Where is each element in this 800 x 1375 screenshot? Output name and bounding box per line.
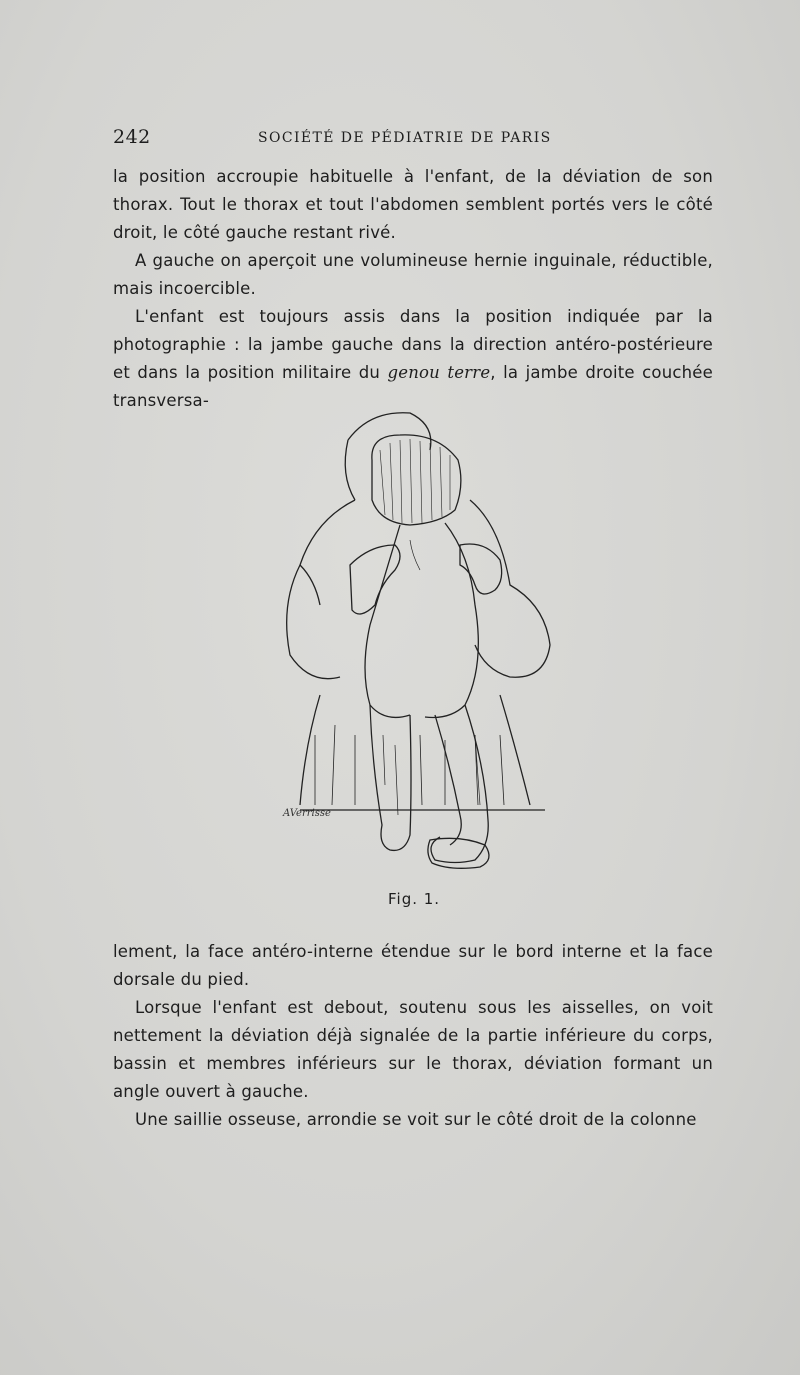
figure-illustration xyxy=(260,405,570,875)
page-number: 242 xyxy=(113,126,151,148)
paragraph: A gauche on aperçoit une volumineuse hernie inguinale, réductible, mais incoercible. xyxy=(113,251,713,298)
paragraph: Une saillie osseuse, arrondie se voit sur le côté droit de la colonne xyxy=(135,1110,697,1129)
engraving-child-held-by-nurse xyxy=(260,405,570,875)
paragraph-text: , la jambe droite couchée transversa- xyxy=(113,363,713,410)
paragraph xyxy=(113,303,713,415)
running-head: SOCIÉTÉ DE PÉDIATRIE DE PARIS xyxy=(258,130,552,146)
figure-caption: Fig. 1. xyxy=(388,890,441,908)
illustrator-signature: AVerrisse xyxy=(283,808,331,819)
paragraph: la position accroupie habituelle à l'enfant, de la déviation de son thorax. Tout le thorax et tout l'abdomen semblent portés vers le côté droit, le côté gauche restant rivé. xyxy=(113,167,713,242)
page-header xyxy=(113,122,713,152)
paragraph: Lorsque l'enfant est debout, soutenu sous les aisselles, on voit nettement la déviation déjà signalée de la partie inférieure du corps, bassin et membres inférieurs sur le thorax, déviation formant un angle ouvert à gauche. xyxy=(113,998,713,1101)
text-block-top xyxy=(113,163,713,415)
paragraph-text: L'enfant est toujours assis dans la position indiquée par la photographie : la jambe gauche dans la direction antéro-postérieure et dans la position militaire du xyxy=(113,307,713,382)
italic-term: genou terre xyxy=(387,363,491,382)
paragraph: lement, la face antéro-interne étendue sur le bord interne et la face dorsale du pied. xyxy=(113,942,713,989)
text-block-bottom xyxy=(113,938,713,1134)
